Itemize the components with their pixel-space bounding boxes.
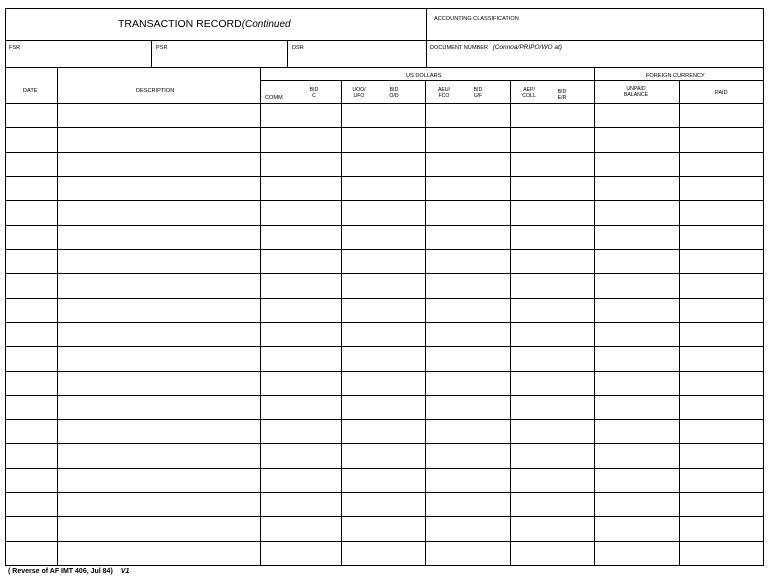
table-row-line — [6, 200, 763, 201]
table-row-line — [6, 395, 763, 396]
col-header-bid-er-line2: E/R — [557, 95, 567, 101]
form-version: V1 — [120, 568, 130, 575]
col-header-bid-uf — [468, 87, 488, 99]
col-header-bid-c-line1: BID — [309, 87, 319, 93]
table-row-line — [6, 322, 763, 323]
col-header-bid-c — [305, 87, 323, 99]
table-row-line — [6, 225, 763, 226]
table-row-line — [6, 273, 763, 274]
divider — [6, 67, 763, 68]
table-row-line — [6, 443, 763, 444]
divider — [260, 80, 763, 81]
col-header-description: DESCRIPTION — [136, 88, 175, 94]
divider — [6, 40, 763, 41]
form-title-continued: (Continued — [241, 19, 291, 30]
table-row-line — [6, 468, 763, 469]
col-header-bid-c-line2: C — [312, 93, 316, 99]
col-header-bid-od — [384, 87, 404, 99]
fsr-label: FSR — [9, 45, 21, 51]
col-header-bid-od-line1: BID — [389, 87, 399, 93]
col-header-foreign-currency: FOREIGN CURRENCY — [646, 73, 705, 79]
col-header-uoo-ufo-line2: UFO — [353, 93, 365, 99]
document-number-label-text: DOCUMENT NUMBER — [430, 45, 489, 51]
col-header-aeu-fco — [433, 87, 455, 99]
dsr-label: DSR — [292, 45, 304, 51]
document-number-label — [430, 45, 562, 51]
table-row-line — [6, 298, 763, 299]
table-row-line — [6, 516, 763, 517]
col-header-us-dollars: US DOLLARS — [406, 73, 442, 79]
col-line-date — [57, 67, 58, 565]
col-header-date: DATE — [23, 88, 38, 94]
transaction-record-form — [5, 8, 764, 566]
col-header-unpaid-line2: BALANCE — [623, 92, 649, 98]
table-row-line — [6, 249, 763, 250]
table-row-line — [6, 492, 763, 493]
col-header-bid-uf-line1: BID — [473, 87, 483, 93]
col-header-comm: COMM — [265, 95, 283, 101]
col-header-paid: PAID — [715, 90, 728, 96]
divider — [287, 40, 288, 67]
col-header-uoo-ufo-line1: UOO/ — [352, 87, 366, 93]
form-title-text: TRANSACTION RECORD — [118, 18, 242, 30]
table-row-line — [6, 541, 763, 542]
table-row-line — [6, 371, 763, 372]
col-line-description — [260, 67, 261, 565]
col-header-bid-er — [552, 89, 572, 101]
psr-label: PSR — [156, 45, 168, 51]
table-row-line — [6, 152, 763, 153]
col-line-aep — [594, 67, 595, 565]
col-header-aep-coll-line2: COLL — [522, 93, 536, 99]
table-row-line — [6, 127, 763, 128]
table-row-line — [6, 176, 763, 177]
col-header-aep-coll-line1: AEP/ — [523, 87, 535, 93]
form-title — [118, 18, 291, 30]
col-header-unpaid-line1: UNPAID — [626, 86, 646, 92]
col-header-unpaid-balance — [614, 86, 658, 98]
col-header-bid-uf-line2: U/F — [473, 93, 483, 99]
form-reference: ( Reverse of AF IMT 406, Jul 84) — [8, 568, 113, 575]
col-header-aeu-fco-line2: FCO — [438, 93, 450, 99]
col-header-bid-od-line2: O/D — [389, 93, 399, 99]
table-row-line — [6, 346, 763, 347]
divider — [151, 40, 152, 67]
divider — [426, 9, 427, 67]
form-footer — [8, 568, 129, 575]
col-header-aep-coll — [517, 87, 541, 99]
accounting-classification-label: ACCOUNTING CLASSIFICATION — [434, 16, 519, 22]
document-number-hint: (Connoa/PRIPO/WO at) — [492, 44, 562, 51]
col-header-bid-er-line1: BID — [557, 89, 567, 95]
col-header-uoo-ufo — [348, 87, 370, 99]
col-header-aeu-fco-line1: AEU/ — [437, 87, 451, 93]
column-header-bottom — [6, 103, 763, 104]
table-row-line — [6, 419, 763, 420]
